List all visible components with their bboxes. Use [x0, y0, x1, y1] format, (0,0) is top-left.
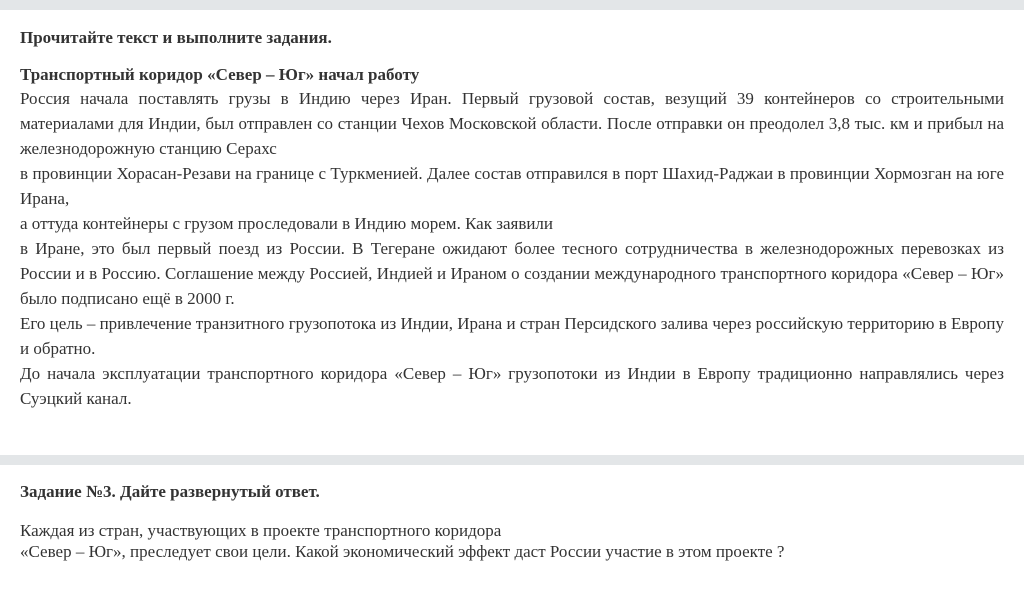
task-question-line: «Север – Юг», преследует свои цели. Какой экономический эффект даст России участие в этом проекте ? [20, 542, 785, 561]
article-title: Транспортный коридор «Север – Юг» начал работу [20, 65, 420, 84]
article-paragraph: в провинции Хорасан-Резави на границе с Туркменией. Далее состав отправился в порт Шахид-Раджаи в провинции Хормозган на юге Ирана, [20, 164, 1004, 208]
article-paragraph: а оттуда контейнеры с грузом проследовали в Индию морем. Как заявили [20, 214, 554, 233]
text-card [0, 10, 1024, 455]
task-question-line: Каждая из стран, участвующих в проекте транспортного коридора [20, 521, 502, 540]
instruction: Прочитайте текст и выполните задания. [20, 28, 332, 47]
article-paragraph: До начала эксплуатации транспортного коридора «Север – Юг» грузопотоки из Индии в Европу традиционно направлялись через Суэцкий канал. [20, 364, 1004, 408]
article-paragraph: Его цель – привлечение транзитного грузопотока из Индии, Ирана и стран Персидского залива через российскую территорию в Европу и обратно. [20, 314, 1004, 358]
task-card [0, 465, 1024, 595]
article-paragraph: в Иране, это был первый поезд из России. В Тегеране ожидают более тесного сотрудничества в железнодорожных перевозках из России и в Россию. Соглашение между Россией, Индией и Ираном о создании международного транспортного коридора «Север – Юг» было подписано ещё в 2000 г. [20, 239, 1004, 308]
task-heading: Задание №3. Дайте развернутый ответ. [20, 482, 320, 501]
article-paragraph: Россия начала поставлять грузы в Индию через Иран. Первый грузовой состав, везущий 39 контейнеров со строительными материалами для Индии, был отправлен со станции Чехов Московской области. После отправки он преодолел 3,8 тыс. км и прибыл на железнодорожную станцию Серахс [20, 89, 1004, 158]
